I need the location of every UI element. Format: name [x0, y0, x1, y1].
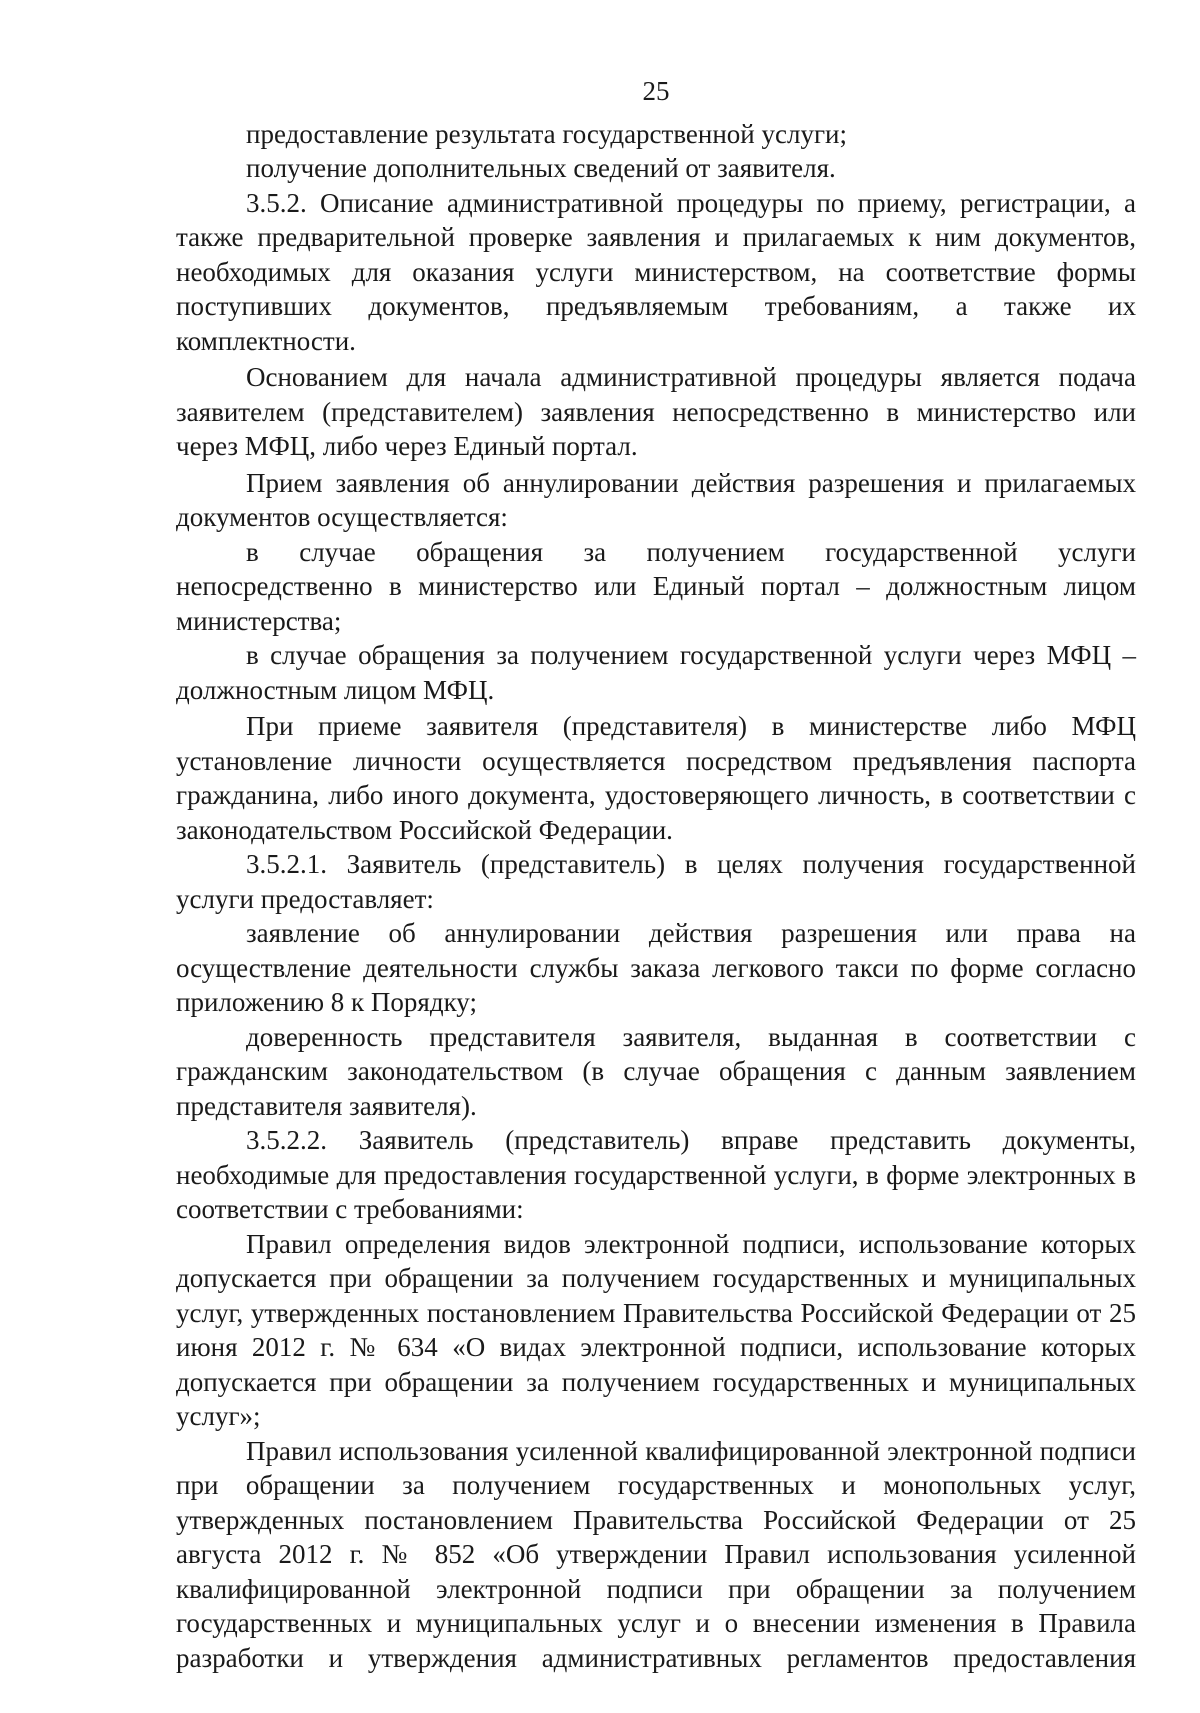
- document-page: [176, 74, 1136, 1675]
- paragraph: 3.5.2. Описание административной процедуры по приему, регистрации, а также предварительной проверке заявления и прилагаемых к ним документов, необходимых для оказания услуги министерством, на соответствие формы поступивших документов, предъявляемым требованиям, а также их комплектности.: [176, 187, 1136, 356]
- paragraph: 3.5.2.1. Заявитель (представитель) в целях получения государственной услуги предоставляет:: [176, 849, 1136, 914]
- paragraph: доверенность представителя заявителя, выданная в соответствии с гражданским законодательством (в случае обращения с данным заявлением представителя заявителя).: [176, 1021, 1136, 1121]
- paragraph: Основанием для начала административной процедуры является подача заявителем (представителем) заявления непосредственно в министерство или через МФЦ, либо через Единый портал.: [176, 362, 1136, 461]
- page-number: 25: [642, 76, 670, 106]
- paragraph: предоставление результата государственной услуги;: [246, 118, 847, 149]
- paragraph: получение дополнительных сведений от заявителя.: [246, 153, 836, 183]
- paragraph: в случае обращения за получением государственной услуги через МФЦ – должностным лицом МФЦ.: [176, 640, 1136, 705]
- paragraph: Правил определения видов электронной подписи, использование которых допускается при обращении за получением государственных и муниципальных услуг, утвержденных постановлением Правительства Российской Федерации от 25 июня 2012 г. № 634 «О видах электронной подписи, использование которых допускается при обращении за получением государственных и муниципальных услуг»;: [176, 1228, 1136, 1431]
- paragraph: При приеме заявителя (представителя) в министерстве либо МФЦ установление личности осуществляется посредством предъявления паспорта гражданина, либо иного документа, удостоверяющего личность, в соответствии с законодательством Российской Федерации.: [176, 711, 1136, 845]
- paragraph: Прием заявления об аннулировании действия разрешения и прилагаемых документов осуществляется:: [176, 467, 1136, 532]
- paragraph: Правил использования усиленной квалифицированной электронной подписи при обращении за получением государственных и монопольных услуг, утвержденных постановлением Правительства Российской Федерации от 25 августа 2012 г. № 852 «Об утверждении Правил использования усиленной квалифицированной электронной подписи при обращении за получением государственных и муниципальных услуг и о внесении изменения в Правила разработки и утверждения административных регламентов предоставления: [176, 1435, 1136, 1673]
- paragraph: в случае обращения за получением государственной услуги непосредственно в министерство или Единый портал – должностным лицом министерства;: [176, 536, 1136, 636]
- paragraph: заявление об аннулировании действия разрешения или права на осуществление деятельности службы заказа легкового такси по форме согласно приложению 8 к Порядку;: [176, 918, 1136, 1017]
- paragraph: 3.5.2.2. Заявитель (представитель) вправе представить документы, необходимые для предоставления государственной услуги, в форме электронных в соответствии с требованиями:: [176, 1125, 1136, 1224]
